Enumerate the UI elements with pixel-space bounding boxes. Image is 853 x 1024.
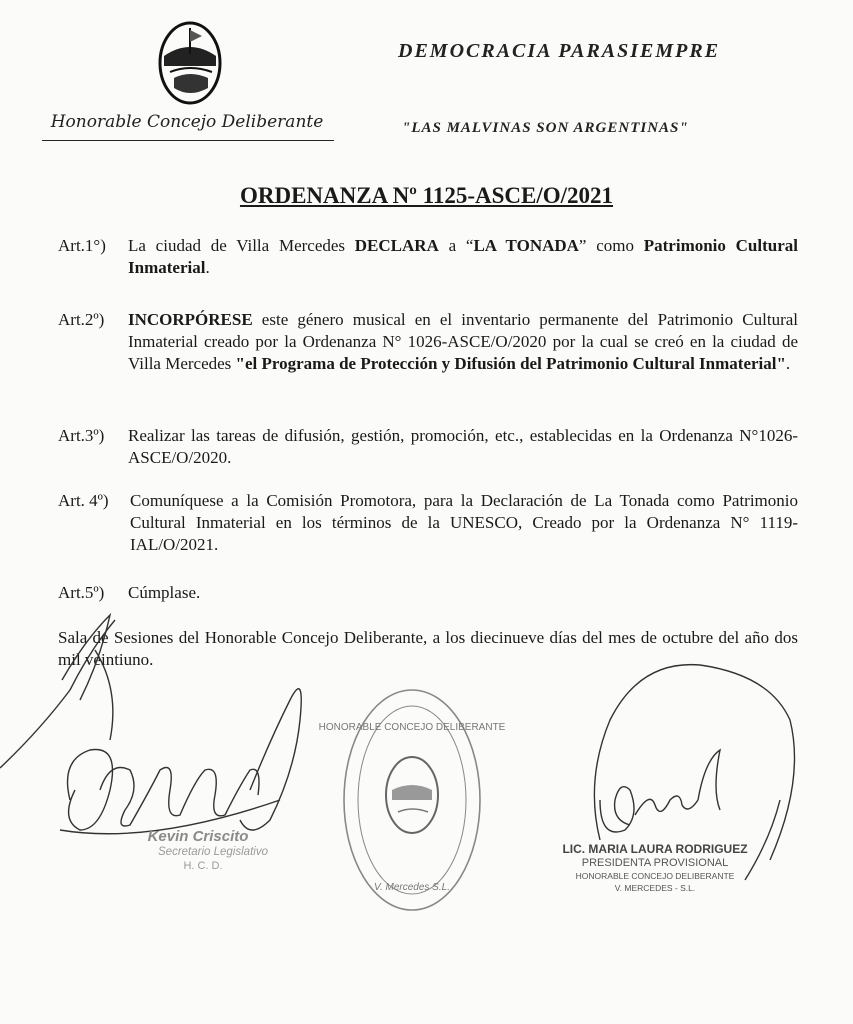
right-signer-place: V. MERCEDES - S.L. [614, 883, 696, 893]
header-slogan: "LAS MALVINAS SON ARGENTINAS" [402, 120, 689, 136]
article-text: Realizar las tareas de difusión, gestión, promoción, etc., establecidas en la Ordenanza N°1026-ASCE/O/2020. [128, 426, 798, 467]
closing-paragraph: Sala de Sesiones del Honorable Concejo Deliberante, a los diecinueve días del mes de octubre del año dos mil veintiuno. [58, 628, 798, 669]
header-motto: DEMOCRACIA PARASIEMPRE [398, 40, 721, 62]
article-text: La ciudad de Villa Mercedes DECLARA a “LA TONADA” como Patrimonio Cultural Inmaterial. [128, 236, 798, 277]
left-signer-org: H. C. D. [183, 860, 223, 872]
seal-top-text: HONORABLE CONCEJO DELIBERANTE [318, 722, 506, 733]
left-signer-role: Secretario Legislativo [158, 846, 268, 858]
right-signer-org: HONORABLE CONCEJO DELIBERANTE [575, 871, 735, 881]
right-signer-name: LIC. MARIA LAURA RODRIGUEZ [562, 842, 748, 856]
council-name: Honorable Concejo Deliberante [50, 112, 324, 132]
article-number: Art.5º) [58, 583, 105, 602]
ordinance-title: ORDENANZA Nº 1125-ASCE/O/2021 [239, 183, 614, 208]
council-seal-stamp [319, 690, 506, 910]
right-signer-role: PRESIDENTA PROVISIONAL [581, 857, 729, 869]
article-number: Art.2º) [58, 310, 105, 329]
article-number: Art.3º) [58, 426, 105, 445]
article-text: Comuníquese a la Comisión Promotora, para la Declaración de La Tonada como Patrimonio Cultural Inmaterial en los términos de la UNESCO, Creado por la Ordenanza N° 1119-IAL/O/2021. [130, 491, 798, 554]
seal-bottom-text: V. Mercedes S.L. [374, 882, 450, 893]
article-text: INCORPÓRESE este género musical en el inventario permanente del Patrimonio Cultural Inmaterial creado por la Ordenanza N° 1026-ASCE/O/2020 por la cual se creó en la ciudad de Villa Mercedes "el Programa de Protección y Difusión del Patrimonio Cultural Inmaterial". [128, 310, 798, 373]
article-number: Art. 4º) [58, 491, 109, 510]
article-number: Art.1°) [58, 236, 106, 255]
left-signer-name: Kevin Criscito [147, 828, 249, 845]
article-text: Cúmplase. [128, 583, 201, 602]
left-handwritten-signature [0, 615, 301, 834]
